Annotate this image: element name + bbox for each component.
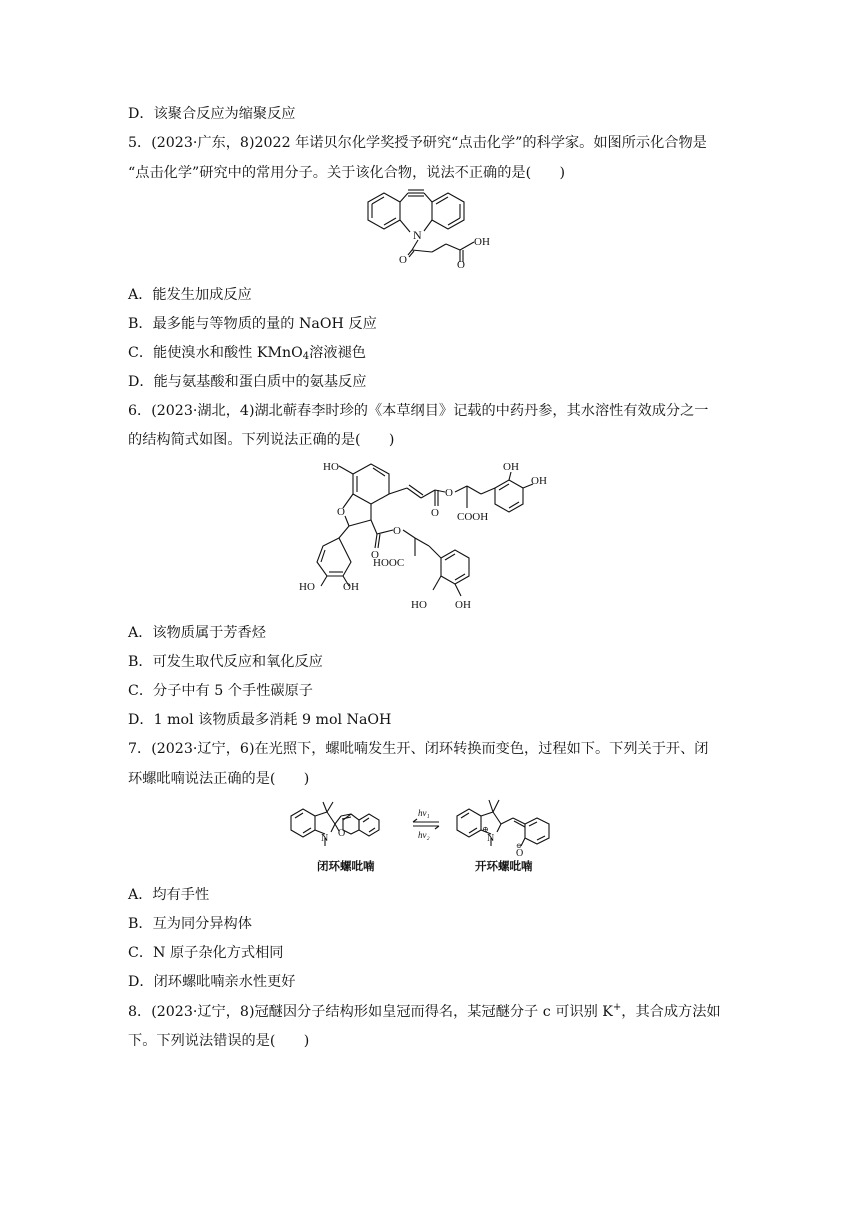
q6-structure-figure — [295, 458, 555, 620]
q7-option-d: D．闭环螺吡喃亲水性更好 — [128, 974, 296, 990]
q8-stem-line1: 8．(2023·辽宁，8)冠醚因分子结构形如皇冠而得名，某冠醚分子 c 可识别 K+，其合成方法如 — [128, 1002, 721, 1020]
q6-hooc-label: HOOC — [373, 557, 405, 569]
q5-option-a: A．能发生加成反应 — [128, 287, 252, 303]
q7-open-caption: 开环螺吡喃 — [475, 861, 533, 873]
q5-option-d: D．能与氨基酸和蛋白质中的氨基反应 — [128, 374, 367, 390]
q7-option-c: C．N 原子杂化方式相同 — [128, 945, 284, 961]
q5-structure-figure — [360, 188, 510, 268]
q6-carbonyl-o-label-2: O — [371, 549, 379, 561]
q7-open-n-label: N — [487, 833, 495, 844]
q6-oh-label-2: OH — [531, 475, 547, 487]
q5-option-c: C．能使溴水和酸性 KMnO$_4$溶液褪色 — [128, 345, 366, 362]
q7-hv2-label: hν₂ — [418, 830, 430, 840]
q6-stem-line1: 6．(2023·湖北，4)湖北蕲春李时珍的《本草纲目》记载的中药丹参，其水溶性有效成分之一 — [128, 403, 709, 419]
q5-option-b: B．最多能与等物质的量的 NaOH 反应 — [128, 316, 377, 332]
q6-ring-o-label: O — [337, 506, 345, 518]
q6-ho-label-top: HO — [323, 461, 339, 473]
q7-closed-caption: 闭环螺吡喃 — [317, 861, 375, 873]
q7-option-a: A．均有手性 — [128, 887, 210, 903]
q6-option-d: D．1 mol 该物质最多消耗 9 mol NaOH — [128, 712, 392, 728]
q6-ester-o-label-2: O — [393, 525, 401, 537]
q6-option-a: A．该物质属于芳香烃 — [128, 625, 266, 641]
q6-oh-label-1: OH — [503, 461, 519, 473]
q7-open-plus-label: ⊕ — [482, 825, 489, 834]
q5-o-label-1: O — [399, 254, 407, 266]
q7-open-o-label: O — [516, 848, 524, 859]
q5-stem-line2: “点击化学”研究中的常用分子。关于该化合物，说法不正确的是( ) — [128, 165, 566, 181]
q4-option-d: D．该聚合反应为缩聚反应 — [128, 106, 296, 122]
q7-stem-line2: 环螺吡喃说法正确的是( ) — [128, 771, 310, 787]
q7-closed-o-label: O — [338, 828, 346, 839]
q6-oh-label-bottom: OH — [455, 599, 471, 611]
q6-ester-o-label-1: O — [445, 487, 453, 499]
q6-ho-label-left: HO — [299, 581, 315, 593]
q5-oh-label: OH — [474, 236, 490, 248]
q6-option-b: B．可发生取代反应和氧化反应 — [128, 654, 323, 670]
q6-oh-label-left: OH — [343, 581, 359, 593]
q6-carbonyl-o-label-1: O — [431, 507, 439, 519]
q7-open-minus-label: ⊖ — [516, 842, 522, 850]
q7-hv1-label: hν₁ — [418, 808, 430, 818]
q6-option-c: C．分子中有 5 个手性碳原子 — [128, 683, 313, 699]
q8-stem-line2: 下。下列说法错误的是( ) — [128, 1033, 310, 1049]
q6-cooh-label: COOH — [457, 511, 489, 523]
q7-stem-line1: 7．(2023·辽宁，6)在光照下，螺吡喃发生开、闭环转换而变色，过程如下。下列关于开、闭 — [128, 741, 709, 757]
q5-n-label: N — [413, 228, 422, 242]
q7-spiropyran-figure — [285, 796, 580, 878]
q6-ho-label-bottom: HO — [411, 599, 427, 611]
q5-stem-line1: 5．(2023·广东，8)2022 年诺贝尔化学奖授予研究“点击化学”的科学家。如图所示化合物是 — [128, 135, 707, 151]
q6-stem-line2: 的结构简式如图。下列说法正确的是( ) — [128, 432, 395, 448]
q7-option-b: B．互为同分异构体 — [128, 916, 252, 932]
q7-closed-n-label: N — [321, 833, 329, 844]
q5-o-label-2: O — [457, 259, 465, 268]
